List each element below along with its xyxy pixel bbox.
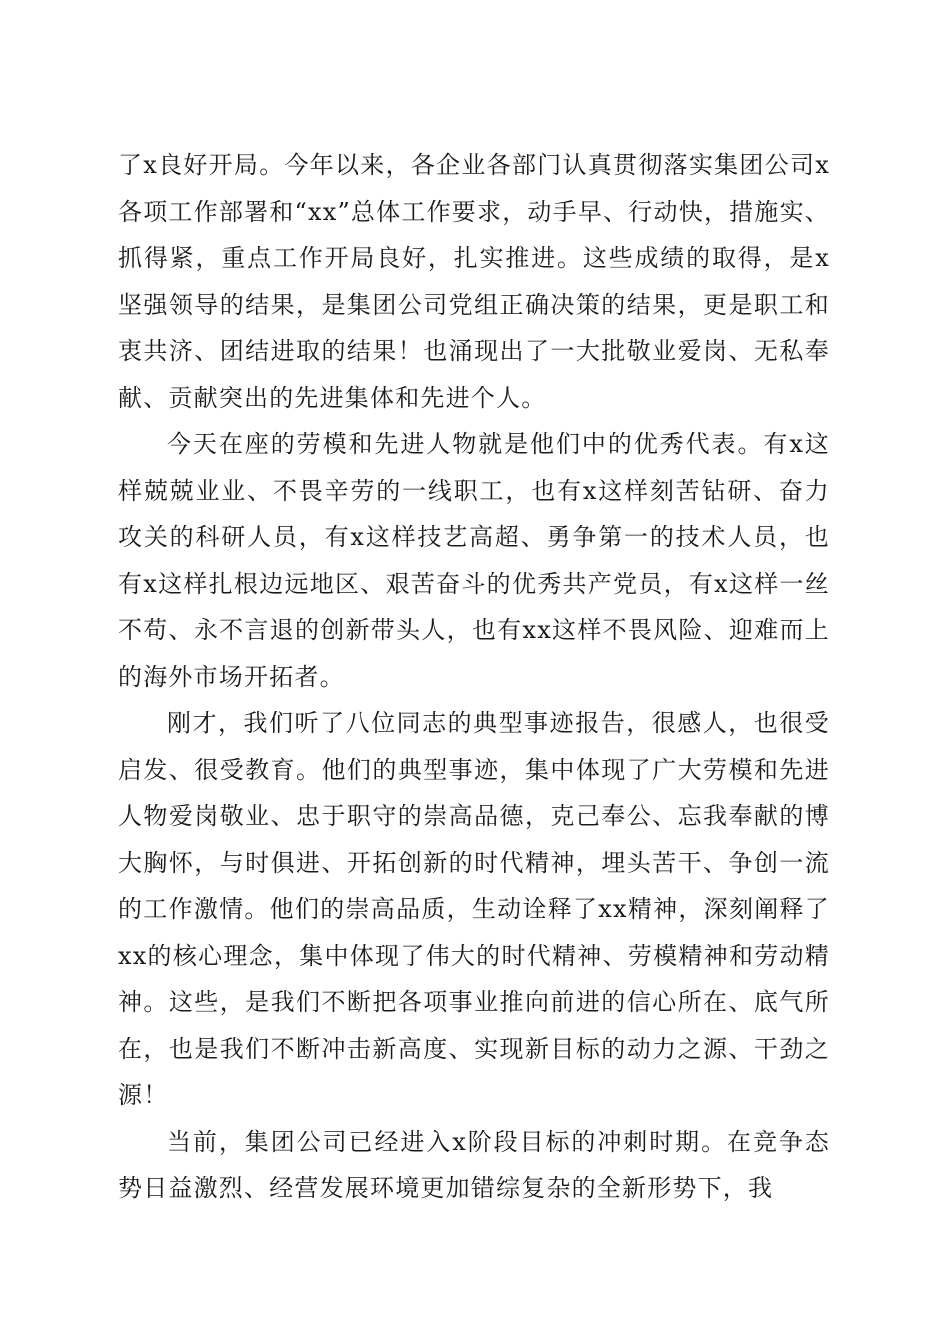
paragraph-model-workers: 今天在座的劳模和先进人物就是他们中的优秀代表。有x这样兢兢业业、不畏辛劳的一线职工，也有x这样刻苦钻研、奋力攻关的科研人员，有x这样技艺高超、勇争第一的技术人员，也有x这样扎根边远地区、艰苦奋斗的优秀共产党员，有x这样一丝不苟、永不言退的创新带头人，也有xx这样不畏风险、迎难而上的海外市场开拓者。	[118, 430, 830, 691]
paragraph-deeds-report: 刚才，我们听了八位同志的典型事迹报告，很感人，也很受启发、很受教育。他们的典型事迹，集中体现了广大劳模和先进人物爱岗敬业、忠于职守的崇高品德，克己奉公、忘我奉献的博大胸怀，与时俱进、开拓创新的时代精神，埋头苦干、争创一流的工作激情。他们的崇高品质，生动诠释了xx精神，深刻阐释了xx的核心理念，集中体现了伟大的时代精神、劳模精神和劳动精神。这些，是我们不断把各项事业推向前进的信心所在、底气所在，也是我们不断冲击新高度、实现新目标的动力之源、干劲之源！	[118, 709, 830, 1109]
paragraph-current-situation: 当前，集团公司已经进入x阶段目标的冲刺时期。在竞争态势日益激烈、经营发展环境更加错综复杂的全新形势下，我	[118, 1127, 830, 1202]
paragraph-continued: 了x良好开局。今年以来，各企业各部门认真贯彻落实集团公司x各项工作部署和“xx”总体工作要求，动手早、行动快，措施实、抓得紧，重点工作开局良好，扎实推进。这些成绩的取得，是x坚强领导的结果，是集团公司党组正确决策的结果，更是职工和衷共济、团结进取的结果！也涌现出了一大批敬业爱岗、无私奉献、贡献突出的先进集体和先进个人。	[118, 151, 830, 412]
document-body	[118, 142, 830, 1212]
